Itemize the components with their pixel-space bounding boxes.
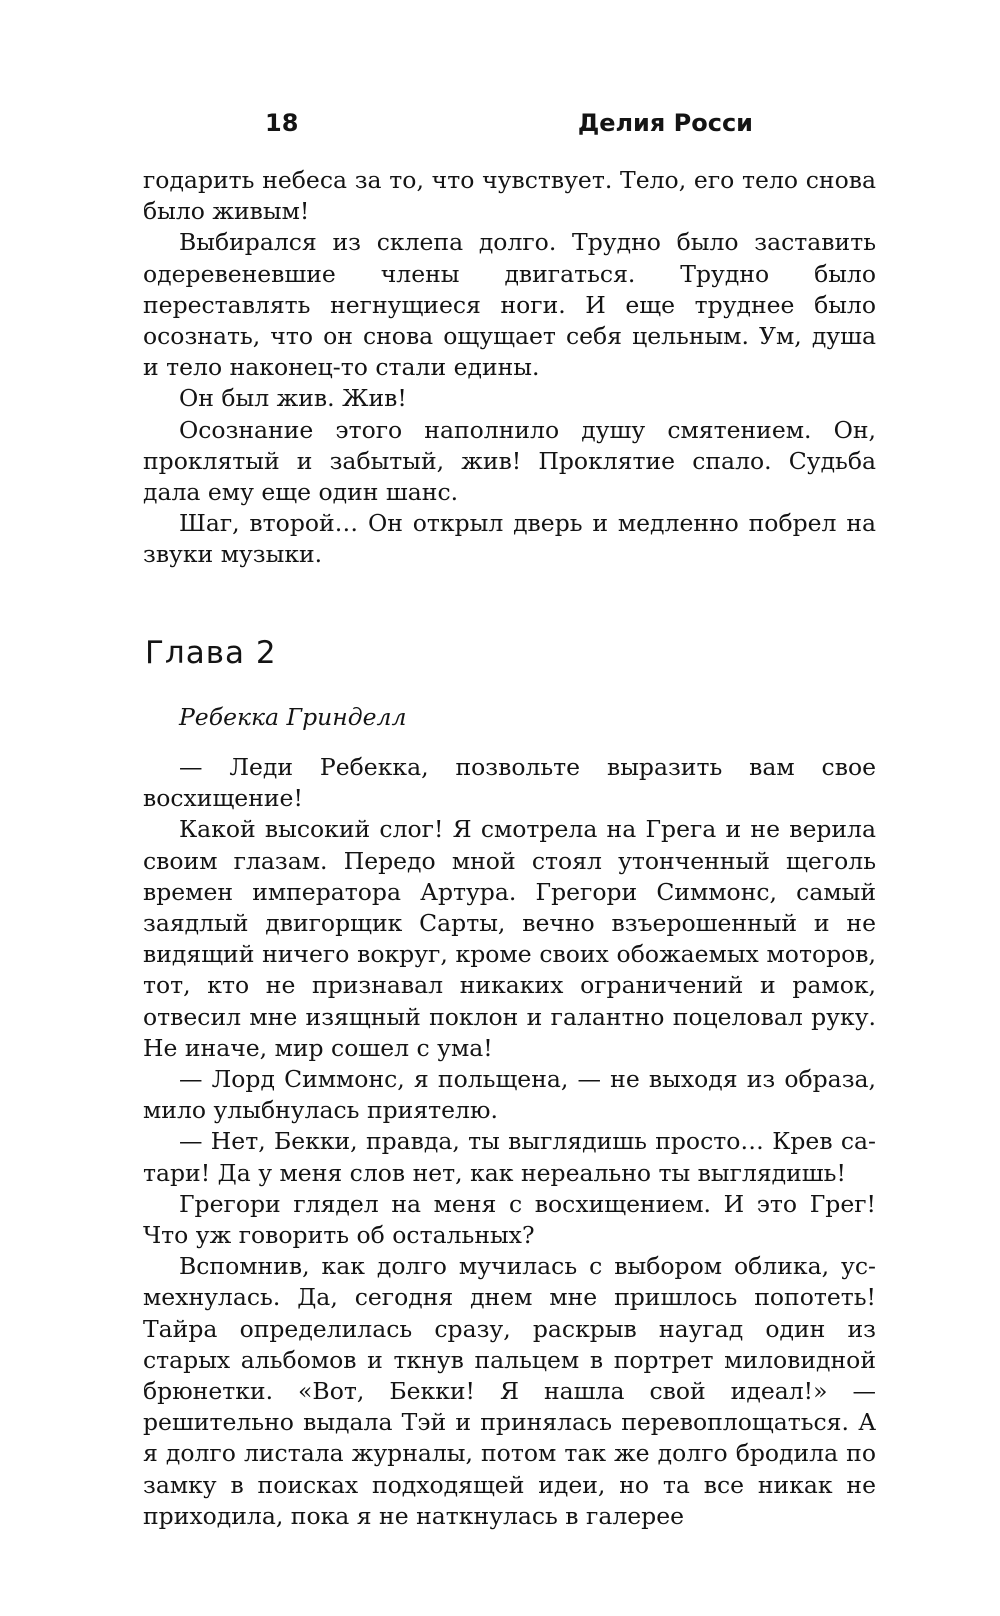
paragraph: Вспомнив, как долго мучилась с выбором облика, усмехнулась. Да, сегодня днем мне пришлось попотеть! Тайра определилась сразу, раскрыв наугад один из старых альбомов и ткнув пальцем в портрет миловидной брюнетки. «Вот, Бекки! Я нашла свой идеал!» — решительно выдала Тэй и принялась перевоплощаться. А я долго листала журналы, потом так же долго бродила по замку в поисках подходящей идеи, но та все никак не приходила, пока я не наткнулась в галерее	[143, 1252, 876, 1530]
chapter-title: Глава 2	[145, 635, 277, 671]
page-number: 18	[265, 109, 299, 137]
top-text-block	[143, 165, 876, 571]
paragraph: годарить небеса за то, что чувствует. Тело, его тело снова было живым!	[143, 166, 876, 226]
page-header	[265, 106, 753, 140]
paragraph: Грегори глядел на меня с восхищением. И это Грег! Что уж говорить об остальных?	[143, 1189, 876, 1250]
paragraph: — Нет, Бекки, правда, ты выглядишь просто… Крев сатари! Да у меня слов нет, как нереально ты выглядишь!	[143, 1127, 876, 1187]
paragraph: — Леди Ребекка, позвольте выразить вам свое восхищение!	[143, 753, 876, 813]
paragraph: — Лорд Симмонс, я польщена, — не выходя из образа, мило улыбнулась приятелю.	[143, 1065, 876, 1125]
paragraph: Какой высокий слог! Я смотрела на Грега и не верила своим глазам. Передо мной стоял утонченный щеголь времен императора Артура. Грегори Симмонс, самый заядлый двигорщик Сарты, вечно взъерошенный и не видящий ничего вокруг, кроме своих обожаемых моторов, тот, кто не признавал никаких ограничений и рамок, отвесил мне изящный поклон и галантно поцеловал руку. Не иначе, мир сошел с ума!	[143, 815, 876, 1062]
paragraph: Шаг, второй… Он открыл дверь и медленно побрел на звуки музыки.	[143, 509, 876, 569]
running-head-author: Делия Росси	[577, 109, 753, 137]
bottom-text-block	[143, 752, 876, 1532]
paragraph: Осознание этого наполнило душу смятением. Он, проклятый и забытый, жив! Проклятие спало. Судьба дала ему еще один шанс.	[143, 415, 876, 507]
chapter-pov-character: Ребекка Гринделл	[179, 703, 407, 731]
paragraph: Выбирался из склепа долго. Трудно было заставить одеревеневшие члены двигаться. Трудно было переставлять негнущиеся ноги. И еще труднее было осознать, что он снова ощущает себя цельным. Ум, душа и тело наконец-то стали едины.	[143, 228, 876, 382]
paragraph: Он был жив. Жив!	[179, 384, 407, 413]
